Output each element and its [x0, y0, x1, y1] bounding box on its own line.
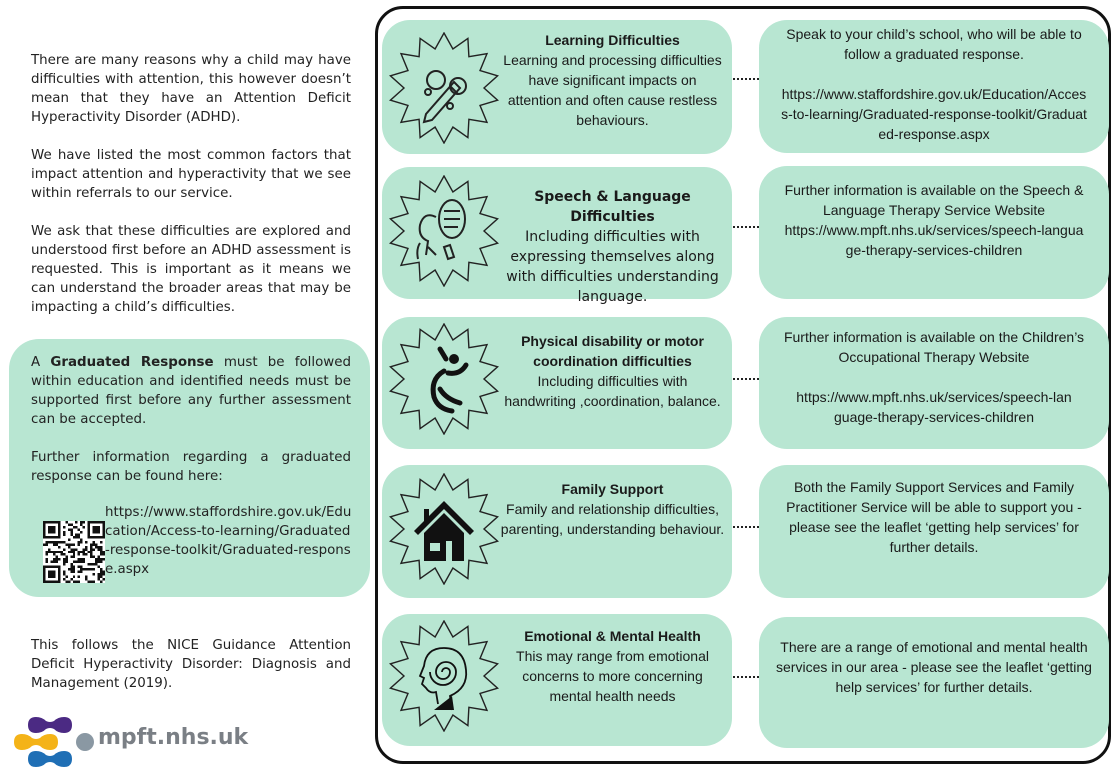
graduated-suffix: must be followed within education and identified needs must be supported first before any further assessment can be accepted. — [31, 355, 352, 427]
graduated-response-text — [31, 353, 351, 429]
factor-title: Physical disability or motor coordination difficulties — [521, 333, 704, 369]
graduated-response-box — [9, 339, 370, 597]
info-link[interactable]: https://www.mpft.nhs.uk/services/speech-language-therapy-services-children — [796, 389, 1072, 425]
factor-title: Learning Difficulties — [545, 32, 680, 48]
factor-card-speech — [382, 167, 732, 305]
graduated-prefix: A — [31, 355, 51, 370]
factor-card-emotional — [382, 614, 732, 746]
factor-description: Including difficulties with expressing themselves along with difficulties understanding language. — [506, 229, 719, 305]
intro-text-1: There are many reasons why a child may have difficulties with attention, this however doesn’t mean that they have an Attention Deficit Hyperactivity Disorder (ADHD). — [31, 53, 351, 125]
intro-text-3: We ask that these difficulties are explored and understood first before an ADHD assessment is requested. This is important as it means we can understand the broader areas that may be impacting a child’s difficulties. — [31, 224, 351, 315]
qr-code-icon[interactable] — [43, 521, 105, 583]
factor-description: Family and relationship difficulties, parenting, understanding behaviour. — [500, 501, 725, 537]
person-movement-icon — [388, 323, 500, 435]
intro-paragraph-1 — [31, 51, 351, 127]
info-text: There are a range of emotional and mental health services in our area - please see the leaflet ‘getting help services’ for further details. — [776, 639, 1092, 695]
connector-dots — [733, 676, 759, 678]
mpft-logo — [14, 715, 249, 775]
info-link[interactable]: https://www.mpft.nhs.uk/services/speech-language-therapy-services-children — [784, 222, 1084, 258]
intro-paragraph-3 — [31, 222, 351, 317]
info-text: Further information is available on the Children’s Occupational Therapy Website — [783, 329, 1085, 365]
graduated-response-bold: Graduated Response — [50, 355, 214, 370]
mpft-logo-mark-icon — [14, 715, 96, 771]
info-card-family — [759, 465, 1109, 598]
factor-description: This may range from emotional concerns to more concerning mental health needs — [516, 648, 709, 704]
nice-guidance-text — [31, 636, 351, 693]
info-card-emotional — [759, 617, 1109, 748]
factor-text — [500, 30, 725, 130]
factor-title: Emotional & Mental Health — [524, 628, 701, 644]
factor-description: Learning and processing difficulties have significant impacts on attention and often cause restless behaviours. — [503, 52, 722, 128]
intro-paragraph-2 — [31, 146, 351, 203]
graduated-response-link[interactable]: https://www.staffordshire.gov.uk/Education/Access-to-learning/Graduated-response-toolkit/Graduated-response.aspx — [105, 505, 352, 577]
factor-card-family — [382, 465, 732, 598]
graduated-further-info: Further information regarding a graduated response can be found here: — [31, 450, 351, 484]
factor-card-learning — [382, 20, 732, 154]
connector-dots — [733, 226, 759, 228]
factor-text — [500, 187, 725, 307]
info-link[interactable]: https://www.staffordshire.gov.uk/Education/Access-to-learning/Graduated-response-toolkit/Graduated-response.aspx — [781, 86, 1087, 142]
house-icon — [388, 473, 500, 585]
info-text: Speak to your child’s school, who will be able to follow a graduated response. — [786, 26, 1082, 62]
info-card-learning — [759, 20, 1109, 153]
connector-dots — [733, 526, 759, 528]
learning-gears-pencil-icon — [388, 32, 500, 144]
connector-dots — [733, 378, 759, 380]
factor-text — [500, 331, 725, 411]
head-spiral-icon — [388, 620, 500, 732]
info-text: Both the Family Support Services and Family Practitioner Service will be able to support you - please see the leaflet ‘getting help services’ for further details. — [786, 479, 1082, 555]
factor-title: Family Support — [561, 481, 664, 497]
factor-text — [500, 479, 725, 539]
mpft-logo-text: mpft.nhs.uk — [98, 725, 249, 750]
nice-text: This follows the NICE Guidance Attention Deficit Hyperactivity Disorder: Diagnosis and Management (2019). — [31, 638, 351, 691]
factor-card-physical — [382, 317, 732, 449]
factor-description: Including difficulties with handwriting ,coordination, balance. — [504, 373, 721, 409]
factor-text — [500, 626, 725, 706]
connector-dots — [733, 78, 759, 80]
speech-bubble-person-icon — [388, 175, 500, 287]
info-card-speech — [759, 166, 1109, 299]
info-text: Further information is available on the Speech & Language Therapy Service Website — [784, 182, 1084, 218]
factor-title: Speech & Language Difficulties — [534, 189, 691, 225]
intro-text-2: We have listed the most common factors that impact attention and hyperactivity that we see within referrals to our service. — [31, 148, 351, 201]
info-card-physical — [759, 317, 1109, 449]
